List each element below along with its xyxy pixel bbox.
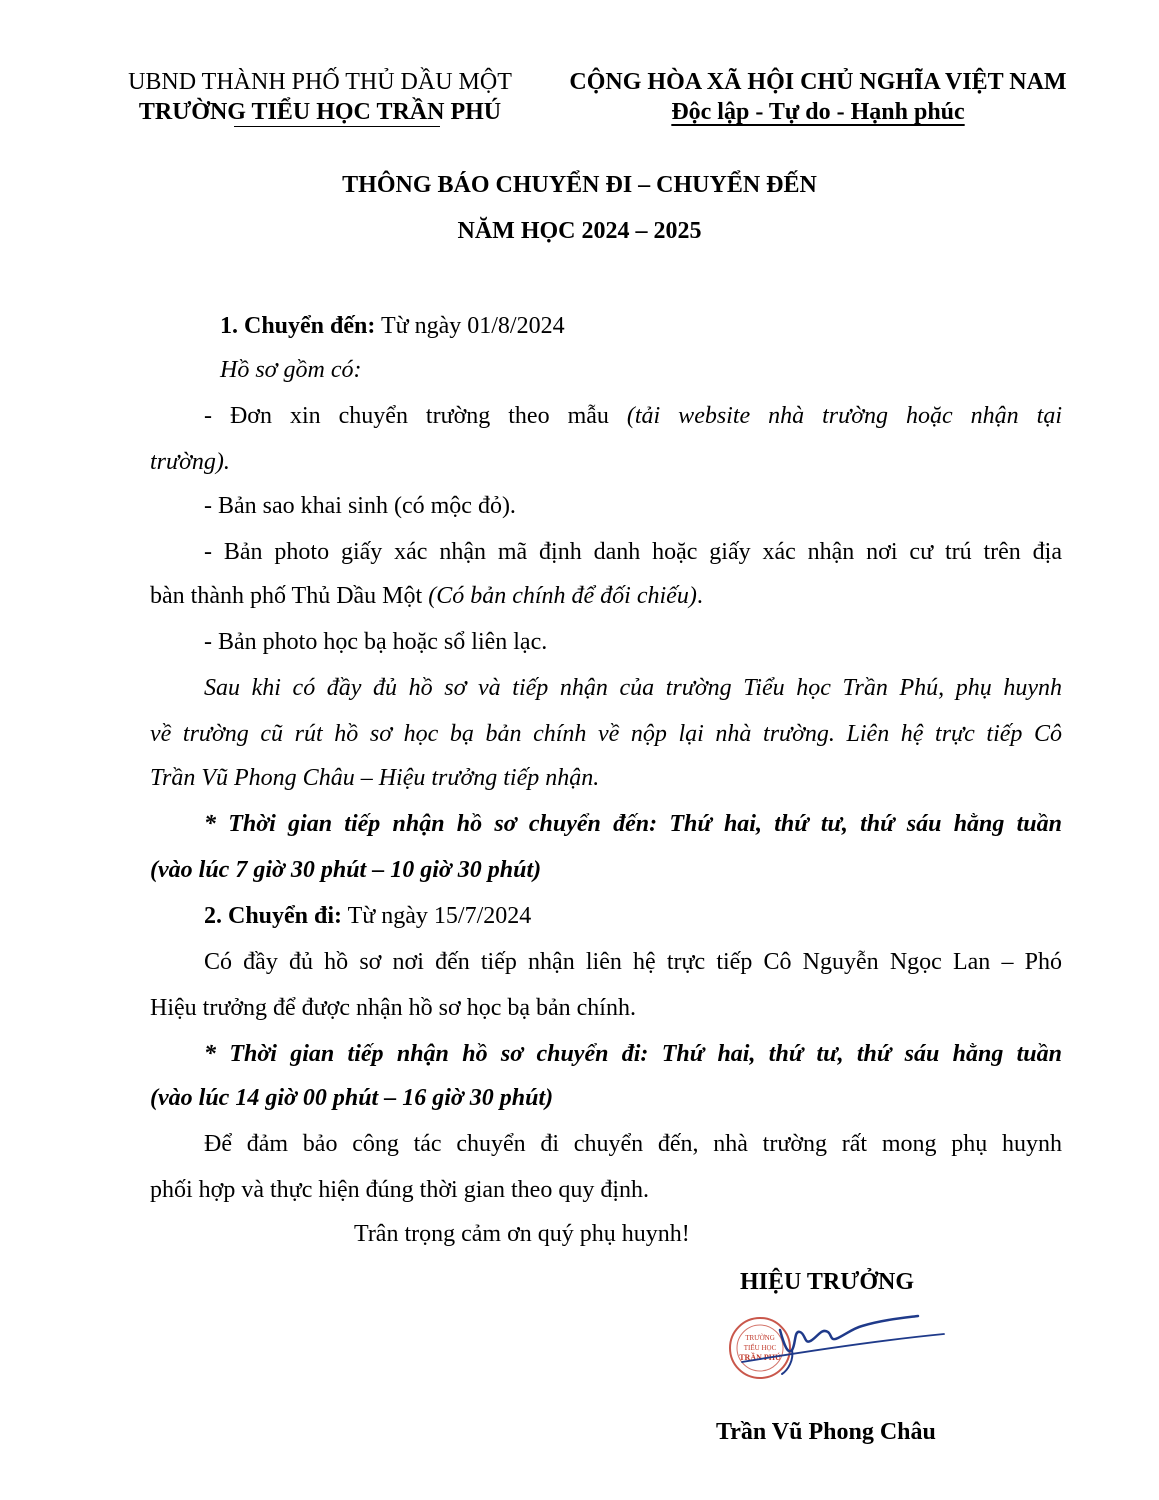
svg-text:TIỂU HỌC: TIỂU HỌC bbox=[743, 1344, 777, 1352]
national-title: CỘNG HÒA XÃ HỘI CHỦ NGHĨA VIỆT NAM bbox=[569, 69, 1067, 95]
docs-intro: Hồ sơ gồm có: bbox=[220, 357, 362, 383]
doc-item-1 bbox=[150, 402, 1062, 430]
svg-text:TRƯỜNG: TRƯỜNG bbox=[745, 1334, 775, 1342]
note-line-1 bbox=[150, 674, 1062, 702]
national-motto: Độc lập - Tự do - Hạnh phúc bbox=[671, 99, 965, 125]
official-stamp-and-signature bbox=[722, 1300, 962, 1400]
departure-time-text: * Thời gian tiếp nhận hồ sơ chuyển đi: Thứ hai, thứ tư, thứ sáu hằng tuần bbox=[204, 1041, 1062, 1067]
section1-heading: 1. Chuyển đến: bbox=[220, 313, 376, 339]
doc-item-3-text: - Bản photo giấy xác nhận mã định danh hoặc giấy xác nhận nơi cư trú trên địa bbox=[204, 539, 1062, 565]
note-line-1-text: Sau khi có đầy đủ hồ sơ và tiếp nhận của trường Tiểu học Trần Phú, phụ huynh bbox=[204, 675, 1062, 701]
doc-item-1-note: (tải website nhà trường hoặc nhận tại bbox=[626, 403, 1062, 429]
closing-line-2: phối hợp và thực hiện đúng thời gian theo quy định. bbox=[150, 1177, 649, 1203]
school-name-underline bbox=[234, 126, 440, 127]
section2-date: Từ ngày 15/7/2024 bbox=[342, 903, 532, 929]
section2-text-line-1 bbox=[150, 948, 1062, 976]
note-line-2: về trường cũ rút hồ sơ học bạ bản chính về nộp lại nhà trường. Liên hệ trực tiếp Cô bbox=[150, 721, 1062, 747]
doc-item-3-cont-text: bàn thành phố Thủ Dầu Một bbox=[150, 583, 429, 609]
school-year: NĂM HỌC 2024 – 2025 bbox=[457, 218, 702, 244]
doc-item-1-text: - Đơn xin chuyển trường theo mẫu bbox=[204, 403, 627, 429]
arrival-time-line-1 bbox=[150, 810, 1062, 838]
signer-role: HIỆU TRƯỞNG bbox=[740, 1269, 915, 1295]
departure-time-line-1 bbox=[150, 1040, 1062, 1068]
departure-time-line-2: (vào lúc 14 giờ 00 phút – 16 giờ 30 phút) bbox=[150, 1085, 554, 1111]
section2-line bbox=[204, 902, 531, 930]
closing-text-1: Để đảm bảo công tác chuyển đi chuyển đến, nhà trường rất mong phụ huynh bbox=[204, 1131, 1062, 1157]
section2-heading: 2. Chuyển đi: bbox=[204, 903, 343, 929]
section1-line bbox=[220, 312, 565, 340]
closing-line-1 bbox=[150, 1130, 1062, 1158]
stamp-svg bbox=[722, 1300, 962, 1400]
section1-date: Từ ngày 01/8/2024 bbox=[375, 313, 565, 339]
doc-item-1-note-cont: trường). bbox=[150, 449, 230, 475]
arrival-time-line-2: (vào lúc 7 giờ 30 phút – 10 giờ 30 phút) bbox=[150, 857, 542, 883]
doc-item-3-note: (Có bản chính để đối chiếu) bbox=[428, 583, 697, 609]
thanks-line: Trân trọng cảm ơn quý phụ huynh! bbox=[354, 1221, 690, 1247]
section2-text-1: Có đầy đủ hồ sơ nơi đến tiếp nhận liên hệ trực tiếp Cô Nguyễn Ngọc Lan – Phó bbox=[204, 949, 1062, 975]
doc-item-4: - Bản photo học bạ hoặc sổ liên lạc. bbox=[204, 629, 548, 655]
signer-name: Trần Vũ Phong Châu bbox=[716, 1419, 936, 1445]
doc-item-3 bbox=[150, 538, 1062, 566]
arrival-time-text: * Thời gian tiếp nhận hồ sơ chuyển đến: Thứ hai, thứ tư, thứ sáu hằng tuần bbox=[204, 811, 1062, 837]
svg-text:TRẦN PHÚ: TRẦN PHÚ bbox=[739, 1353, 781, 1362]
doc-item-3-end: . bbox=[696, 583, 703, 609]
document-title: THÔNG BÁO CHUYỂN ĐI – CHUYỂN ĐẾN bbox=[342, 172, 817, 198]
doc-item-2: - Bản sao khai sinh (có mộc đỏ). bbox=[204, 493, 516, 519]
doc-item-3-cont bbox=[150, 582, 703, 610]
note-line-3: Trần Vũ Phong Châu – Hiệu trưởng tiếp nhận. bbox=[150, 765, 600, 791]
issuing-authority: UBND THÀNH PHỐ THỦ DẦU MỘT bbox=[128, 69, 512, 95]
section2-text-line-2: Hiệu trưởng để được nhận hồ sơ học bạ bản chính. bbox=[150, 995, 636, 1021]
school-name: TRƯỜNG TIỂU HỌC TRẦN PHÚ bbox=[138, 99, 502, 125]
